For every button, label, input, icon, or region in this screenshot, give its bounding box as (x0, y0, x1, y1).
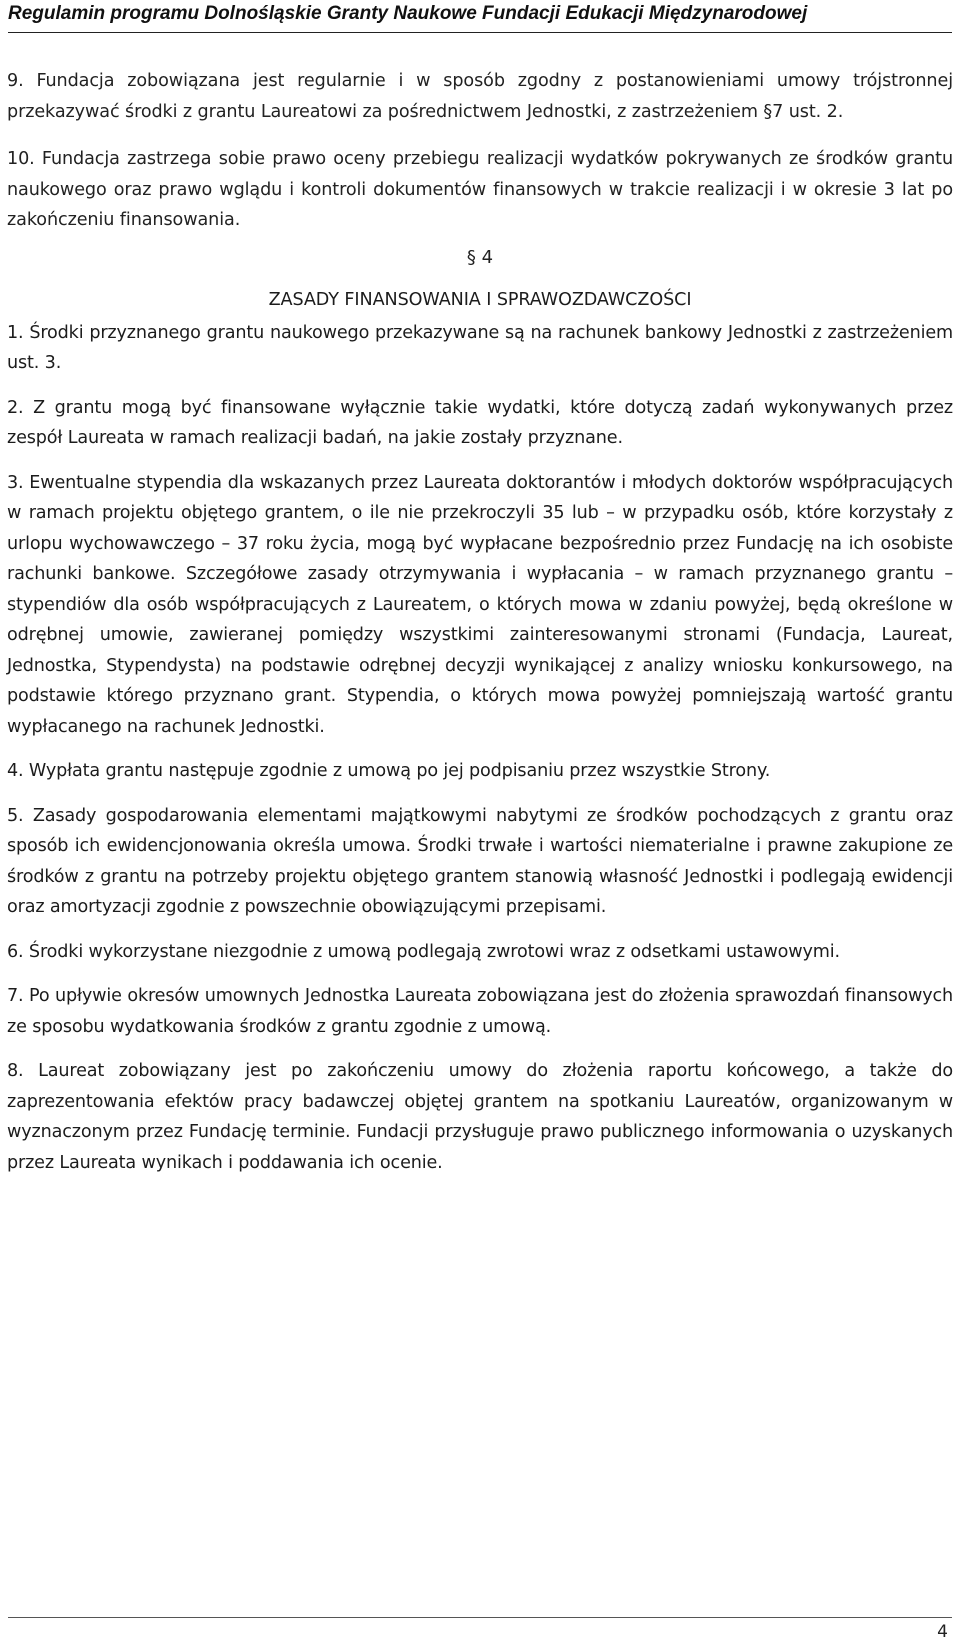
section-title: ZASADY FINANSOWANIA I SPRAWOZDAWCZOŚCI (268, 289, 692, 310)
paragraph-9: 9. Fundacja zobowiązana jest regularnie i w sposób zgodny z postanowieniami umowy trójstronnej przekazywać środki z grantu Laureatowi za pośrednictwem Jednostki, z zastrzeżeniem §7 ust. 2. (7, 71, 953, 122)
paragraph-3: 3. Ewentualne stypendia dla wskazanych przez Laureata doktorantów i młodych doktorów współpracujących w ramach projektu objętego grantem, o ile nie przekroczyli 35 lub – w przypadku osób, które korzystały z urlopu wychowawczego – 37 roku życia, mogą być wypłacane bezpośrednio przez Fundację na ich osobiste rachunki bankowe. Szczegółowe zasady otrzymywania i wypłacania – w ramach przyznanego grantu – stypendiów dla osób współpracujących z Laureatem, o których mowa w zdaniu powyżej, będą określone w odrębnej umowie, zawieranej pomiędzy wszystkimi zainteresowanymi stronami (Fundacja, Laureat, Jednostka, Stypendysta) na podstawie odrębnej decyzji wynikającej z analizy wniosku konkursowego, na podstawie którego przyznano grant. Stypendia, o których mowa powyżej pomniejszają wartość grantu wypłacanego na rachunek Jednostki. (7, 472, 953, 737)
paragraph-spacer (7, 923, 953, 937)
paragraph-2: 2. Z grantu mogą być finansowane wyłącznie takie wydatki, które dotyczą zadań wykonywanych przez zespół Laureata w ramach realizacji badań, na jakie zostały przyznane. (7, 397, 953, 448)
paragraph-spacer (7, 742, 953, 756)
document-body (7, 66, 953, 1178)
page-number: 4 (937, 1622, 948, 1642)
document-title: Regulamin programu Dolnośląskie Granty Naukowe Fundacji Edukacji Międzynarodowej (8, 3, 808, 24)
paragraph-spacer (7, 967, 953, 981)
section-number: § 4 (466, 246, 494, 268)
page-header (8, 0, 952, 36)
header-divider (8, 32, 952, 33)
paragraph-spacer (7, 1042, 953, 1056)
paragraph-6: 6. Środki wykorzystane niezgodnie z umową podlegają zwrotowi wraz z odsetkami ustawowymi. (7, 941, 840, 962)
paragraph-4: 4. Wypłata grantu następuje zgodnie z umową po jej podpisaniu przez wszystkie Strony. (7, 761, 771, 781)
paragraph-spacer (7, 379, 953, 393)
paragraph-7: 7. Po upływie okresów umownych Jednostka Laureata zobowiązana jest do złożenia sprawozdań finansowych ze sposobu wydatkowania środków z grantu zgodnie z umową. (7, 986, 953, 1037)
paragraph-1: 1. Środki przyznanego grantu naukowego przekazywane są na rachunek bankowy Jednostki z zastrzeżeniem ust. 3. (7, 322, 953, 373)
paragraph-5: 5. Zasady gospodarowania elementami majątkowymi nabytymi ze środków pochodzących z grantu oraz sposób ich ewidencjonowania określa umowa. Środki trwałe i wartości niematerialne i prawne zakupione ze środków z grantu na potrzeby projektu objętego grantem stanowią własność Jednostki i podlegają ewidencji oraz amortyzacji zgodnie z powszechnie obowiązującymi przepisami. (7, 805, 953, 917)
paragraph-spacer (7, 127, 953, 144)
footer-divider (8, 1617, 952, 1618)
paragraph-spacer (7, 454, 953, 468)
paragraph-8: 8. Laureat zobowiązany jest po zakończeniu umowy do złożenia raportu końcowego, a także do zaprezentowania efektów pracy badawczej objętej grantem na spotkaniu Laureatów, organizowanym w wyznaczonym przez Fundację terminie. Fundacji przysługuje prawo publicznego informowania o uzyskanych przez Laureata wynikach i poddawania ich ocenie. (7, 1061, 953, 1173)
paragraph-spacer (7, 787, 953, 801)
paragraph-10: 10. Fundacja zastrzega sobie prawo oceny przebiegu realizacji wydatków pokrywanych ze środków grantu naukowego oraz prawo wglądu i kontroli dokumentów finansowych w trakcie realizacji i w okresie 3 lat po zakończeniu finansowania. (7, 149, 953, 230)
